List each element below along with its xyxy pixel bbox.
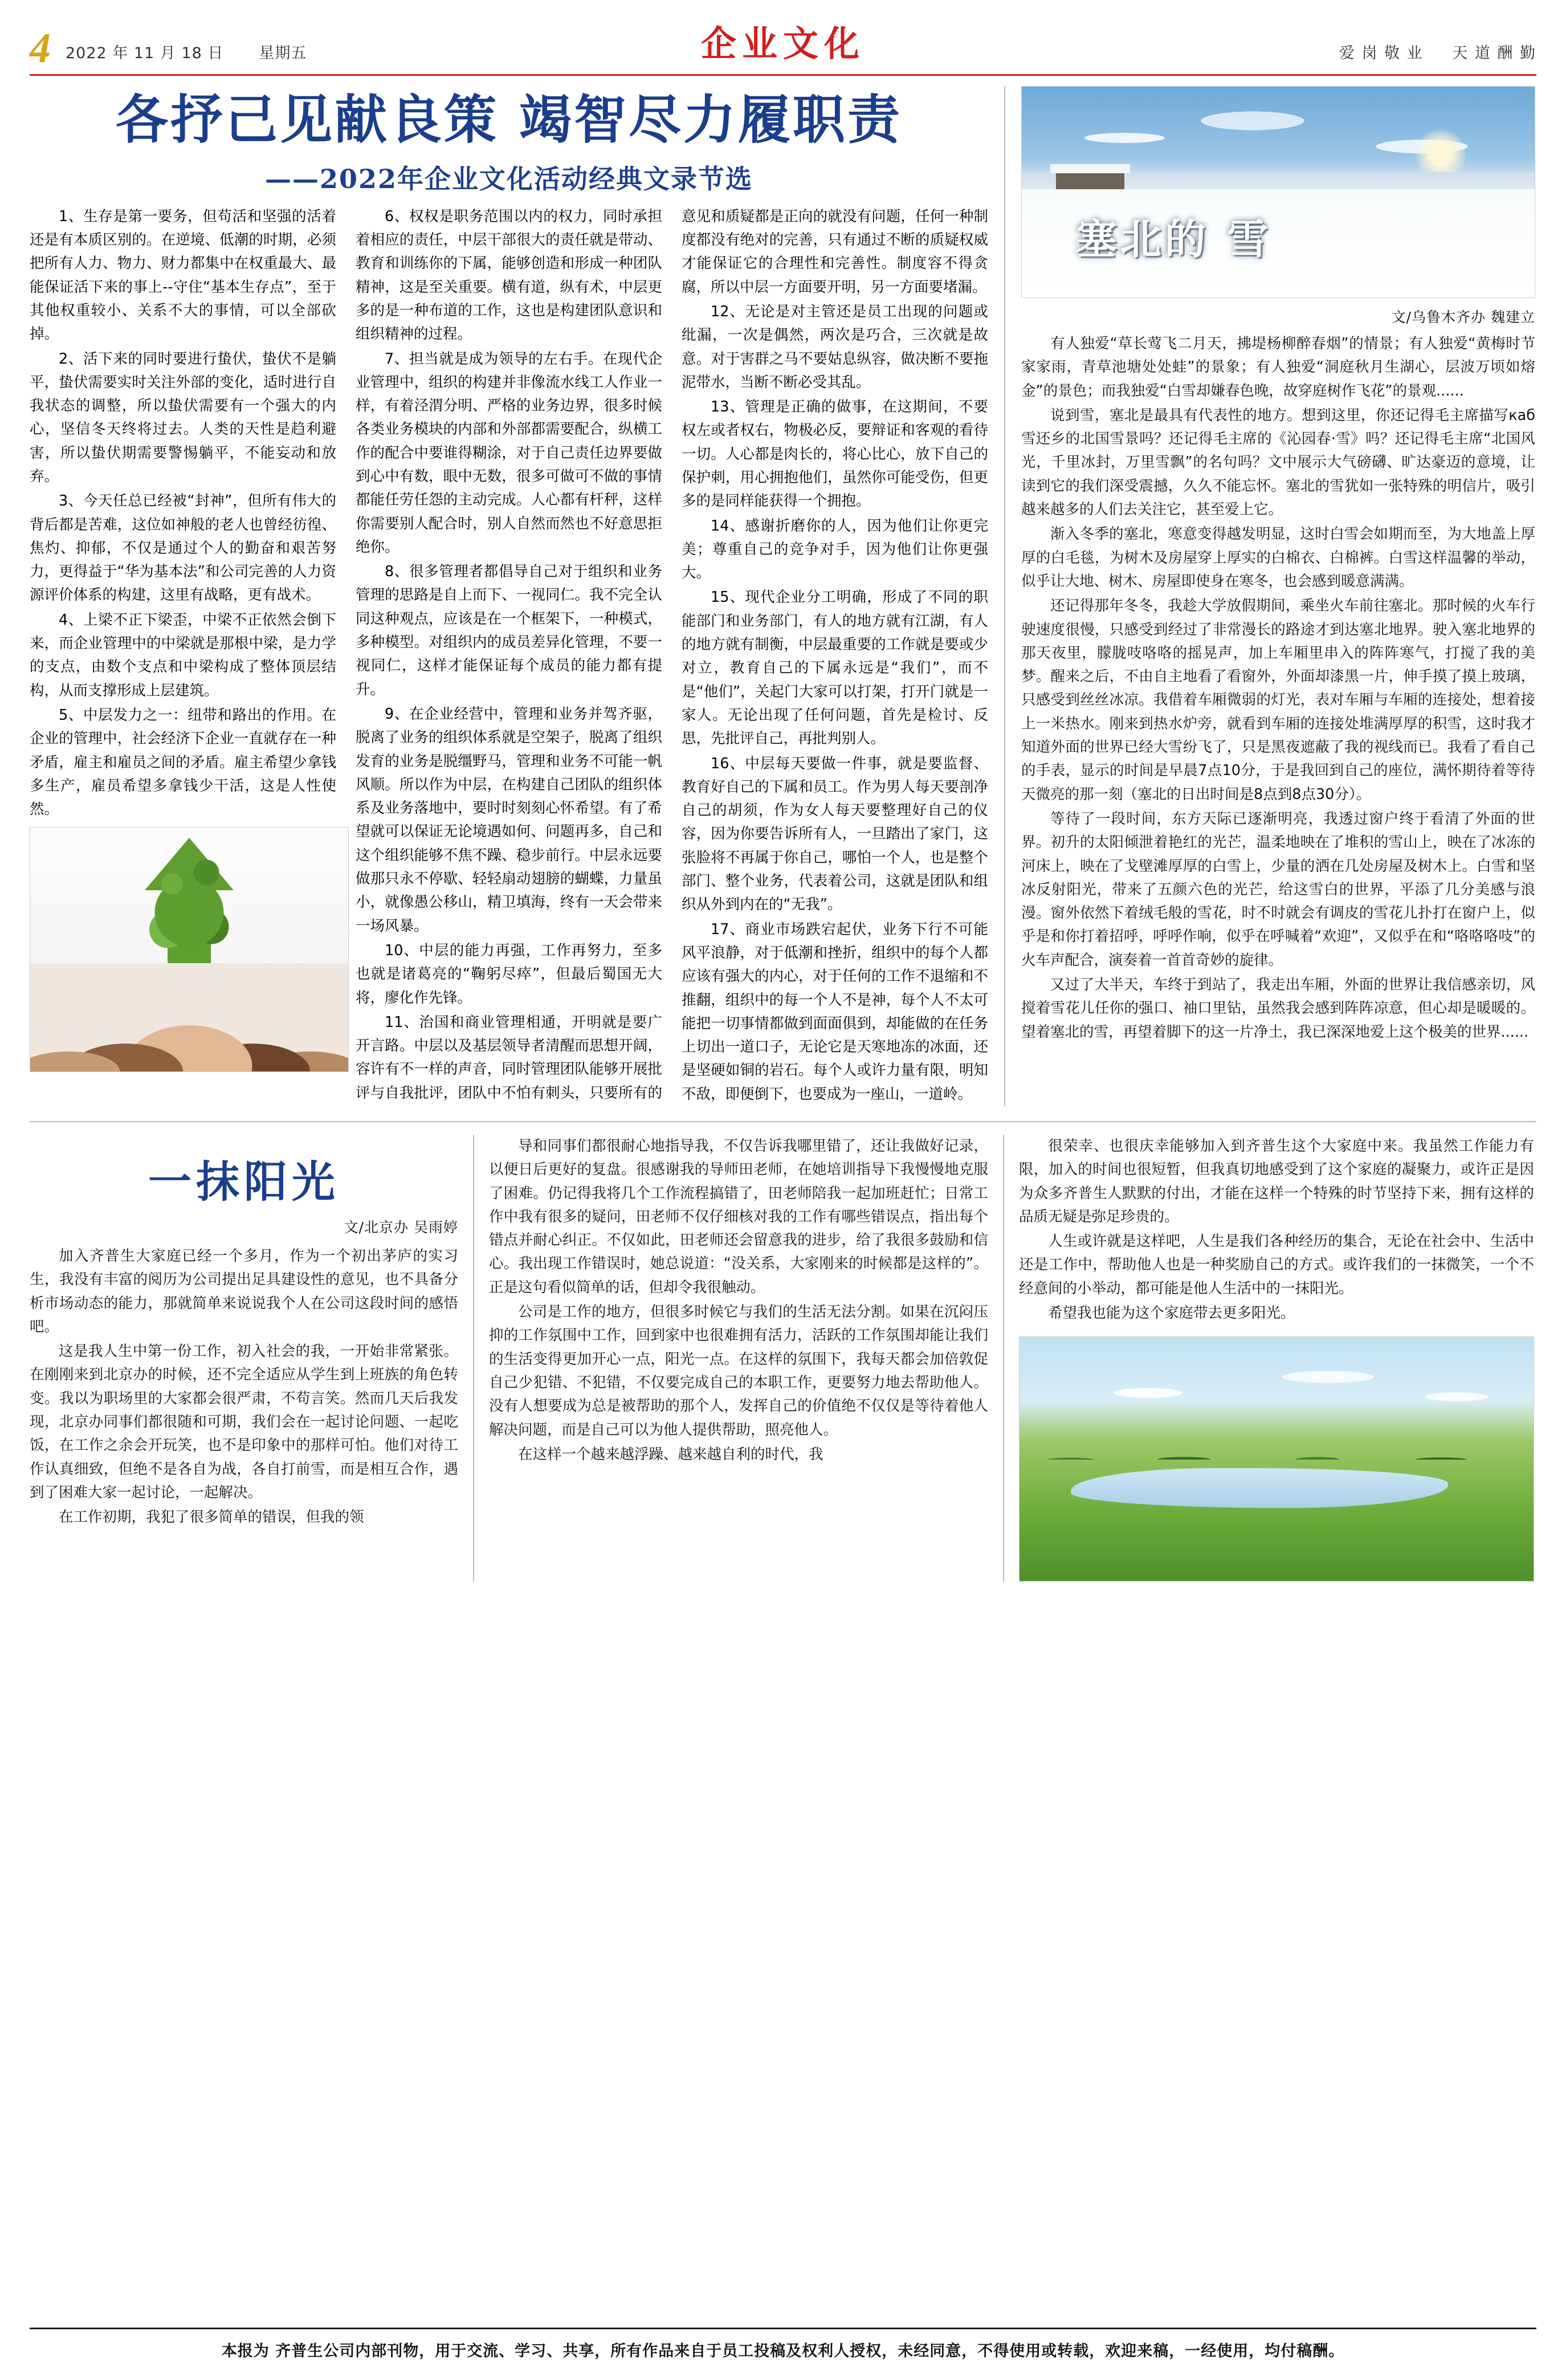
paragraph: 希望我也能为这个家庭带去更多阳光。	[1048, 1305, 1295, 1322]
paragraph: 7、担当就是成为领导的左右手。在现代企业管理中，组织的构建并非像流水线工人作业一样，有着泾渭分明、严格的业务边界，很多时候各类业务模块的内部和外部都需要配合，纵横工作的配合中要谁得糊涂，对于自己责任边界要做到心中有数，眼中无数，很多可做可不做的事情都能任劳任怨的主动完成。人心都有杆秤，这样你需要别人配合时，别人自然而然也不好意思拒绝你。	[356, 350, 662, 556]
snow-article-title: 塞北的 雪	[1076, 215, 1272, 263]
bottom-section	[30, 1135, 1536, 1582]
lead-headline: 各抒己见献良策 竭智尽力履职责	[115, 89, 903, 150]
lead-figure	[30, 827, 349, 1072]
foliage-shape	[146, 841, 232, 984]
masthead	[30, 0, 1537, 72]
snow-article-body	[1021, 332, 1535, 1044]
sunshine-article-column-1	[30, 1135, 474, 1582]
paragraph: 10、中层的能力再强，工作再努力，至多也就是诸葛亮的“鞠躬尽瘁”，但最后蜀国无大将，廖化作先锋。	[356, 942, 662, 1006]
masthead-left	[30, 25, 701, 72]
sunshine-article-title: 一抹阳光	[148, 1156, 340, 1207]
paragraph: 6、权权是职务范围以内的权力，同时承担着相应的责任，中层干部很大的责任就是带动、教育和训练你的下属，能够创造和形成一种团队精神，这是至关重要。横有道，纵有术，中层更多的是一种布道的工作，这也是构建团队意识和组织精神的过程。	[356, 207, 662, 343]
treeline-shape	[1019, 1425, 1534, 1460]
paragraph: 等待了一段时间，东方天际已逐渐明亮，我透过窗户终于看清了外面的世界。初升的太阳倾泄着艳红的光芒，温柔地映在了堆积的雪山上，映在了冰冻的河床上，映在了戈壁滩厚厚的白雪上，少量的洒在几处房屋及树木上。白雪和坚冰反射阳光，带来了五颜六色的光芒，给这雪白的世界，平添了几分美感与浪漫。窗外依然下着绒毛般的雪花，时不时就会有调皮的雪花儿扑打在窗户上，似乎是和你打着招呼，呼呼作响，似乎在呼喊着“欢迎”，又似乎在和“咯咯咯吱”的火车声配合，演奏着一首首奇妙的旋律。	[1021, 810, 1535, 969]
paragraph: 渐入冬季的塞北，寒意变得越发明显，这时白雪会如期而至，为大地盖上厚厚的白毛毯，为树木及房屋穿上厚实的白棉衣、白棉裤。白雪这样温馨的举动，似乎让大地、树木、房屋即使身在寒冬，也会感到暖意满满。	[1021, 525, 1535, 590]
sunshine-body-column-1	[30, 1245, 458, 1530]
paragraph: 11、治国和商业管理相通，开明就是要广开言路。中层以及基层领导者清醒而思想开阔，容许有不一样的声音，同时管理团队能够开展批评与自我批评，团队中不怕有刺头，只要所有的意见和质疑都是正向的就没有问题，任何一种制度都没有绝对的完善，只有通过不断的质疑权威才能保证它的合理性和完善性。制度容不得贪腐，所以中层一方面要开明，另一方面要堵漏。	[356, 207, 988, 1102]
paragraph: 说到雪，塞北是最具有代表性的地方。想到这里，你还记得毛主席描写каб雪还乡的北国雪景吗？还记得毛主席的《沁园春·雪》吗？还记得毛主席“北国风光，千里冰封，万里雪飘”的名句吗？文中展示大气磅礴、旷达豪迈的意境，让读到它的我们深受震撼，久久不能忘怀。塞北的雪犹如一张特殊的明信片，吸引越来越多的人们去关注它，甚至爱上它。	[1021, 406, 1535, 519]
sunshine-body-column-3	[1019, 1135, 1534, 1325]
publication-date: 2022 年 11 月 18 日	[66, 44, 224, 62]
masthead-center	[701, 15, 865, 68]
slogan-two: 天 道 酬 勤	[1452, 44, 1537, 62]
publication-weekday: 星期五	[259, 44, 307, 62]
paragraph: 17、商业市场跌宕起伏，业务下行不可能风平浪静，对于低潮和挫折，组织中的每个人都应该有强大的内心，对于任何的工作不退缩和不推翻，组织中的每一个人不是神，每个人不太可能把一切事情都做到面面俱到，却能做的在任务上切出一道口子，无论它是天寒地冻的冰面，还是坚硬如铜的岩石。每个人或许力量有限，明知不敌，即便倒下，也要成为一座山，一道岭。	[682, 920, 988, 1103]
paragraph: 有人独爱“草长莺飞二月天，拂堤杨柳醉春烟”的情景；有人独爱“黄梅时节家家雨，青草池塘处处蛙”的景象；有人独爱“洞庭秋月生湖心，层波万顷如熔金”的景色；而我独爱“白雪却嫌春色晚，故穿庭树作飞花”的景观......	[1021, 335, 1535, 400]
footer-divider	[30, 2328, 1536, 2329]
paragraph: 又过了大半天，车终于到站了，我走出车厢，外面的世界让我信感亲切，风搅着雪花儿任你的强口、袖口里钻，虽然我会感到阵阵凉意，但心却是暖暖的。望着塞北的雪，再望着脚下的这一片净土，我已深深地爱上这个极美的世界......	[1021, 976, 1535, 1041]
page-footer	[30, 2328, 1536, 2361]
paragraph: 2、活下来的同时要进行蛰伏，蛰伏不是躺平，蛰伏需要实时关注外部的变化，适时进行自我状态的调整，所以蛰伏需要有一个强大的内心，坚信冬天终将过去。人类的天性是趋利避害，所以蛰伏期需要警惕躺平，不能妄动和放弃。	[30, 350, 336, 485]
paragraph: 16、中层每天要做一件事，就是要监督、教育好自己的下属和员工。作为男人每天要剖净自己的胡须，作为女人每天要整理好自己的仪容，因为你要告诉所有人，一旦踏出了家门，这张脸将不再属于你自己，哪怕一个人，也是整个部门、整个业务，代表着公司，这就是团队和组织从外到内在的“无我”。	[682, 755, 988, 914]
paragraph: 14、感谢折磨你的人，因为他们让你更完美；尊重自己的竞争对手，因为他们让你更强大。	[682, 517, 988, 582]
paragraph: 人生或许就是这样吧，人生是我们各种经历的集合，无论在社会中、生活中还是工作中，帮助他人也是一种奖励自己的方式。或许我们的一抹微笑，一个不经意间的小举动，都可能是他人生活中的一抹阳光。	[1019, 1233, 1534, 1297]
section-divider	[30, 1121, 1536, 1122]
snow-article-byline: 文/乌鲁木齐办 魏建立	[1391, 309, 1535, 325]
masthead-divider	[30, 74, 1536, 76]
paragraph: 1、生存是第一要务，但苟活和坚强的活着还是有本质区别的。在逆境、低潮的时期，必须把所有人力、物力、财力都集中在权重最大、最能保证活下来的事上--守住“基本生存点”，至于其他权重较小、关系不大的事情，可以全部砍掉。	[30, 207, 336, 343]
paragraph: 很荣幸、也很庆幸能够加入到齐普生这个大家庭中来。我虽然工作能力有限，加入的时间也很短暂，但我真切地感受到了这个家庭的凝聚力，或许正是因为众多齐普生人默默的付出，才能在这样一个特殊的时节坚持下来，拥有这样的品质无疑是弥足珍贵的。	[1019, 1138, 1534, 1225]
paragraph: 9、在企业经营中，管理和业务并驾齐驱，脱离了业务的组织体系就是空架子，脱离了组织发育的业务是脱缰野马，管理和业务不可能一帆风顺。所以作为中层，在构建自己团队的组织体系及业务落地中，要时时刻刻心怀希望。有了希望就可以保证无论境遇如何、问题再多，自己和这个组织能够不焦不躁、稳步前行。中层永远要做那只永不停歇、轻轻扇动翅膀的蝴蝶，力量虽小，就像愚公移山，精卫填海，终有一天会带来一场风暴。	[356, 705, 662, 935]
paragraph: 3、今天任总已经被“封神”，但所有伟大的背后都是苦难，这位如神般的老人也曾经彷徨、焦灼、抑郁，不仅是通过个人的勤奋和艰苦努力，更得益于“华为基本法”和公司完善的人力资源评价体系的构建，这里有战略，更有战术。	[30, 492, 336, 604]
paragraph: 5、中层发力之一：纽带和路出的作用。在企业的管理中，社会经济下企业一直就存在一种矛盾，雇主和雇员之间的矛盾。雇主希望少拿钱多生产，雇员希望多拿钱少干活，这是人性使然。	[30, 706, 336, 818]
paragraph: 加入齐普生大家庭已经一个多月，作为一个初出茅庐的实习生，我没有丰富的阅历为公司提出足具建设性的意见，也不具备分析市场动态的能力，那就简单来说说我个人在公司这段时间的感悟吧。	[30, 1248, 458, 1335]
snow-article	[1005, 86, 1535, 1106]
paragraph: 13、管理是正确的做事，在这期间，不要权左或者权右，物极必反，要辩证和客观的看待一切。人心都是肉长的，将心比心，放下自己的保护刺，用心拥抱他们，虽然你可能受伤，但更多的是同样能获得一个拥抱。	[682, 398, 988, 510]
tree-in-hands-photo	[30, 827, 349, 1072]
paragraph: 4、上梁不正下梁歪，中梁不正依然会倒下来，而企业管理中的中梁就是那根中梁，是力学的支点，由数个支点和中梁构成了整体顶层结构，从而支撑形成上层建筑。	[30, 611, 336, 699]
snow-landscape-photo	[1021, 86, 1535, 298]
sunshine-article-byline: 文/北京办 吴雨婷	[344, 1219, 458, 1236]
lead-subheadline: ——2022年企业文化活动经典文录节选	[264, 163, 753, 194]
lead-article	[30, 86, 1005, 1106]
top-section	[30, 86, 1536, 1106]
paragraph: 12、无论是对主管还是员工出现的问题或纰漏，一次是偶然，两次是巧合，三次就是故意。对于害群之马不要姑息纵容，做决断不要拖泥带水，当断不断必受其乱。	[682, 303, 988, 391]
section-title: 企业文化	[701, 23, 866, 64]
page-number: 4	[30, 25, 51, 72]
paragraph: 15、现代企业分工明确，形成了不同的职能部门和业务部门，有人的地方就有江湖，有人的地方就有制衡，中层最重要的工作就是要或少对立，教育自己的下属永远是“我们”，而不是“他们”，关起门大家可以打架，打开门就是一家人。无论出现了任何问题，首先是检讨、反思，先批评自己，再批判别人。	[682, 589, 988, 748]
hands-shape	[30, 963, 348, 1071]
sunshine-article-column-2	[474, 1135, 1004, 1582]
water-shape	[1071, 1468, 1448, 1508]
lead-article-body	[30, 205, 988, 1106]
paragraph: 在这样一个越来越浮躁、越来越自利的时代，我	[518, 1445, 823, 1463]
masthead-slogans	[865, 40, 1536, 68]
paragraph: 在工作初期，我犯了很多简单的错误，但我的领	[59, 1509, 364, 1526]
footer-disclaimer: 本报为 齐普生公司内部刊物，用于交流、学习、共享，所有作品来自于员工投稿及权利人授权，未经同意，不得使用或转载，欢迎来稿，一经使用，均付稿酬。	[221, 2342, 1345, 2360]
sunshine-article-column-3	[1004, 1135, 1534, 1582]
cloud-shape	[1019, 1337, 1534, 1417]
paragraph: 还记得那年冬冬，我趁大学放假期间，乘坐火车前往塞北。那时候的火车行驶速度很慢，只感受到经过了非常漫长的路途才到达塞北地界。驶入塞北地界的那天夜里，朦胧吱咯咯的摇晃声，加上车厢里串入的阵阵寒气，打搅了我的美梦。醒来之后，不由自主地看了看窗外，外面却漆黑一片，伸手摸了摸上玻璃，只感受到丝丝冰凉。我借着车厢微弱的灯光，表对车厢与车厢的连接处，想着接上一米热水。刚来到热水炉旁，就看到车厢的连接处堆满厚厚的积雪，这时我才知道外面的世界已经大雪纷飞了，只是黑夜遮蔽了我的视线而已。我看了看自己的手表，显示的时间是早晨7点10分，于是我回到自己的座位，满怀期待着等待天微亮的那一刻（塞北的日出时间是8点到8点30分）。	[1021, 597, 1535, 803]
paragraph: 导和同事们都很耐心地指导我，不仅告诉我哪里错了，还让我做好记录，以便日后更好的复盘。很感谢我的导师田老师，在她培训指导下我慢慢地克服了困难。仍记得我将几个工作流程搞错了，田老师陪我一起加班赶忙；日常工作中我有很多的疑问，田老师不仅仔细核对我的工作有哪些错误点，指出每个错点并耐心纠正。不仅如此，田老师还会留意我的进步，给了我很多鼓励和信心。我出现工作错误时，她总说道：“没关系，大家刚来的时候都是这样的”。正是这句看似简单的话，但却令我很触动。	[489, 1138, 988, 1296]
slogan-one: 爱 岗 敬 业	[1339, 44, 1424, 62]
paragraph: 这是我人生中第一份工作，初入社会的我，一开始非常紧张。在刚刚来到北京办的时候，还不完全适应从学生到上班族的角色转变。我以为职场里的大家都会很严肃，不苟言笑。然而几天后我发现，北京办同事们都很随和可期，我们会在一起讨论问题、一起吃饭，在工作之余会开玩笑，也不是印象中的那样可怕。他们对待工作认真细致，但绝不是各自为战，各自打前雪，而是相互合作，遇到了困难大家一起讨论，一起解决。	[30, 1343, 458, 1501]
paragraph: 8、很多管理者都倡导自己对于组织和业务管理的思路是自上而下、一视同仁。我不完全认同这种观点，应该是在一个框架下，一种模式，多种模型。对组织内的成员差异化管理，不要一视同仁，这样才能保证每个成员的能力都有提升。	[356, 563, 662, 698]
sunshine-body-column-2	[489, 1135, 988, 1466]
paragraph: 公司是工作的地方，但很多时候它与我们的生活无法分割。如果在沉闷压抑的工作氛围中工作，回到家中也很难拥有活力，活跃的工作氛围却能让我们的生活变得更加开心一点，阳光一点。在这样的氛围下，我每天都会加倍敦促自己少犯错、不犯错，不仅要完成自己的本职工作，更要努力地去帮助他人。没有人想要成为总是被帮助的那个人，发挥自己的价值绝不仅仅是等待着他人解决问题，而是自己可以为他人提供帮助，照亮他人。	[489, 1303, 988, 1438]
grassland-photo	[1019, 1336, 1534, 1582]
